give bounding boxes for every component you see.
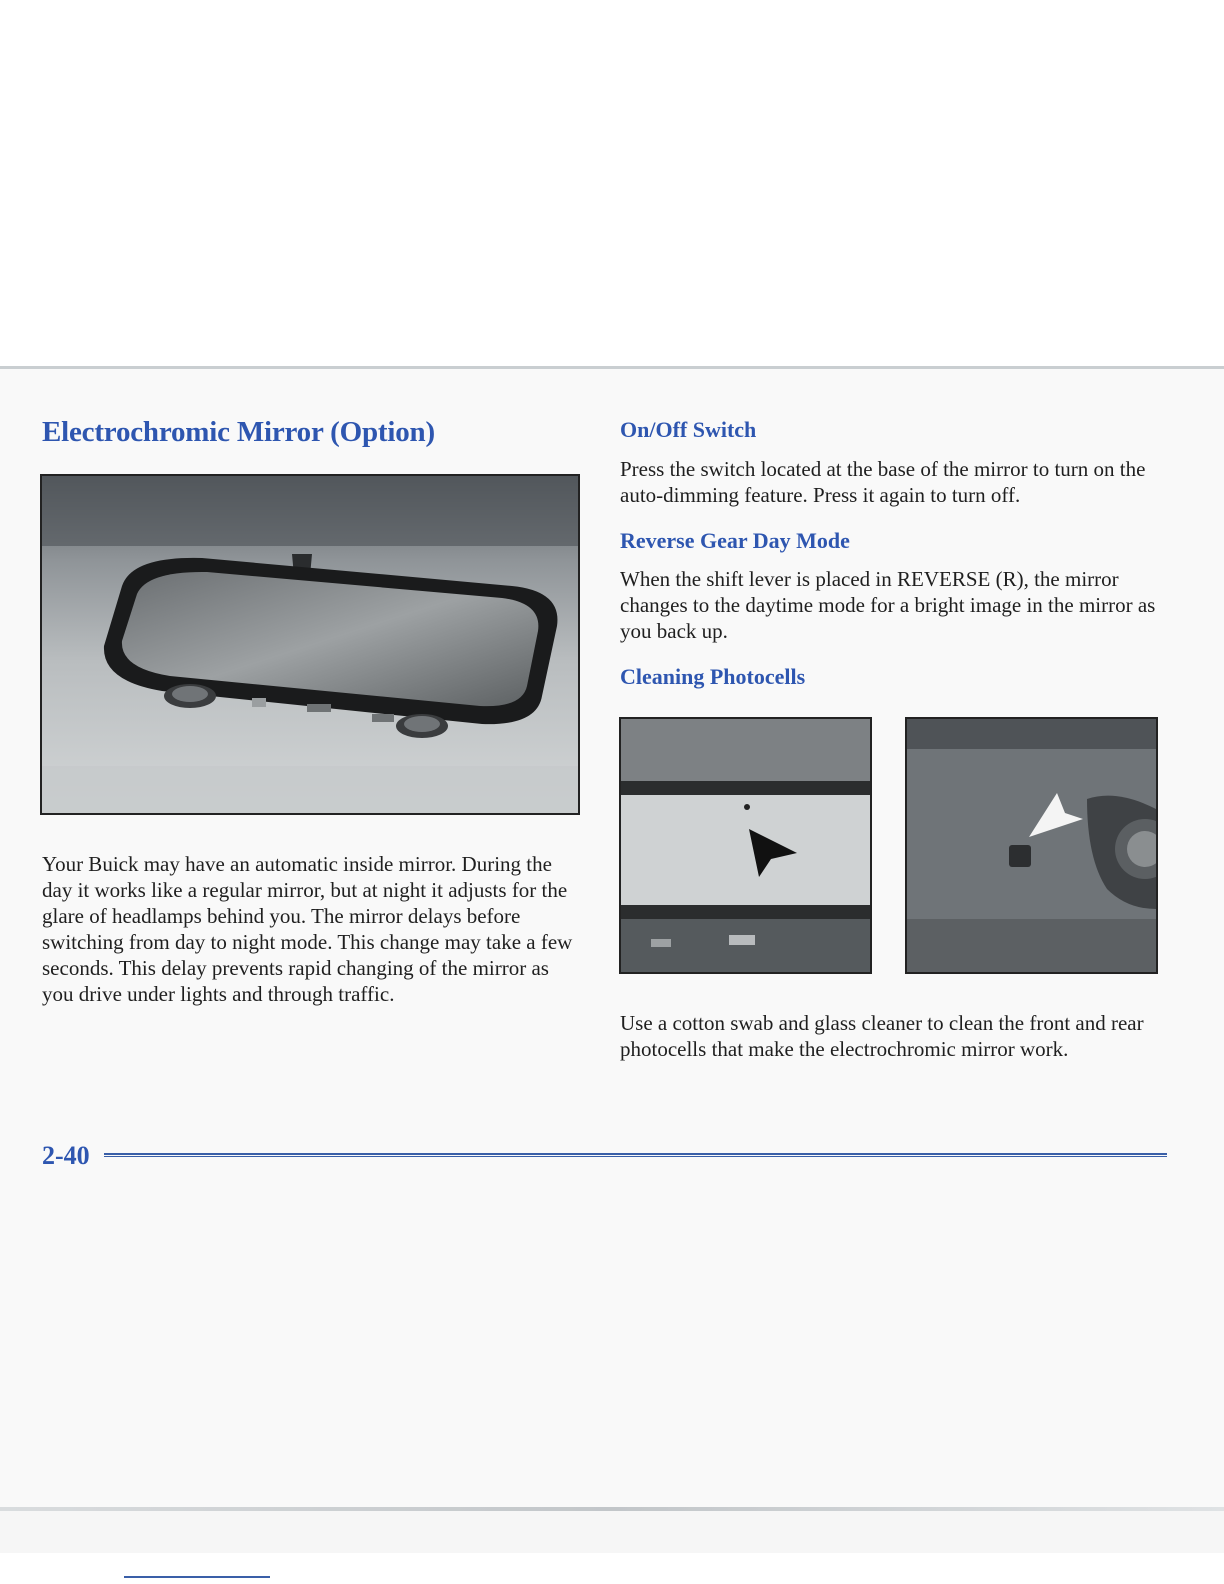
page-number-rule	[104, 1153, 1167, 1157]
mirror-photo	[40, 474, 580, 815]
left-paragraph: Your Buick may have an automatic inside mirror. During the day it works like a regular mirror, but at night it adjusts for the glare of headlamps behind you. The mirror delays before switching from day to night mode. This change may take a few seconds. This delay prevents rapid changing of the mirror as you drive under lights and through traffic.	[42, 852, 573, 1006]
front-photocell-photo	[619, 717, 872, 974]
cleaning-photocells-text: Use a cotton swab and glass cleaner to clean the front and rear photocells that make the electrochromic mirror work.	[620, 1011, 1144, 1061]
onoff-switch-text: Press the switch located at the base of the mirror to turn on the auto-dimming feature. Press it again to turn off.	[620, 457, 1146, 507]
page-number: 2-40	[42, 1141, 90, 1170]
reverse-gear-heading: Reverse Gear Day Mode	[620, 528, 850, 553]
below-page-band	[0, 1511, 1224, 1553]
page-title: Electrochromic Mirror (Option)	[42, 416, 435, 448]
onoff-switch-heading: On/Off Switch	[620, 417, 757, 442]
reverse-gear-text: When the shift lever is placed in REVERSE (R), the mirror changes to the daytime mode for a bright image in the mirror as you back up.	[620, 567, 1156, 643]
cleaning-photocells-heading: Cleaning Photocells	[620, 664, 806, 689]
footer-rule	[124, 1576, 270, 1578]
rear-photocell-photo	[905, 717, 1158, 974]
